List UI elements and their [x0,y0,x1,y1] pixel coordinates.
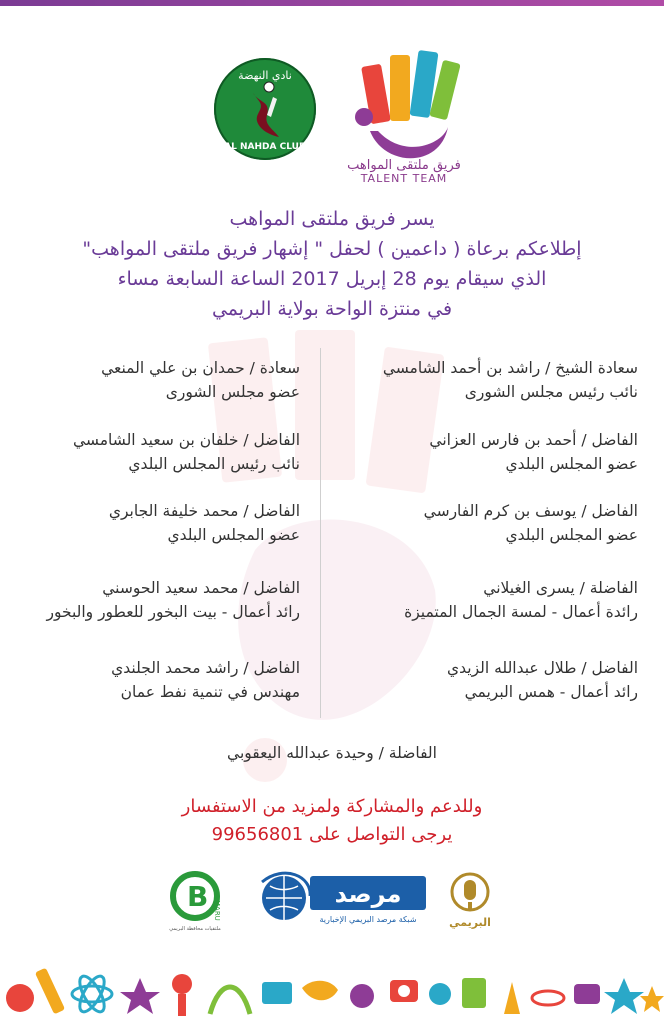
star-icon [120,978,160,1014]
sponsor-role: عضو المجلس البلدي [505,526,638,544]
clapper-icon [262,982,292,1004]
sponsor-name: الفاضل / يوسف بن كرم الفارسي [423,502,638,520]
palette-icon [350,984,374,1008]
nahda-ar-text: نادي النهضة [238,69,292,82]
sponsor-left-2 [10,428,300,476]
imaru-sub: ملتقيات محافظة البريمي [169,926,221,932]
sponsor-role: رائد أعمال - بيت البخور للعطور والبخور [46,603,300,621]
sponsor-left-4 [10,576,300,624]
book-icon [462,978,486,1008]
sponsor-role: رائد أعمال - همس البريمي [464,683,638,701]
intro-line-2: إطلاعكم برعاة ( داعمين ) لحفل " إشهار فريق ملتقى المواهب" [82,238,582,260]
microphone-icon [172,974,192,994]
marsad-sub: شبكة مرصد البريمي الإخبارية [319,915,417,924]
sponsor-role: عضو مجلس الشورى [165,383,300,401]
intro-line-4: في منتزة الواحة بولاية البريمي [211,298,453,320]
imaru-text: I'MARU [213,896,221,921]
camera-icon-2 [574,984,600,1004]
dress-form-icon [6,984,34,1012]
talent-team-english: TALENT TEAM [360,172,448,185]
svg-text:B: B [187,880,209,913]
buraimi-text: البريمي [449,916,491,929]
pencil-icon [35,968,65,1015]
flask-icon [504,982,520,1014]
atom-icon [72,986,112,1002]
talent-team-arabic: فريق ملتقى المواهب [347,158,461,173]
sponsor-right-3 [348,499,638,547]
sponsor-name: الفاضل / محمد خليفة الجابري [108,502,300,520]
sponsor-left-3 [10,499,300,547]
star-icon-2 [604,978,644,1014]
column-divider [320,348,321,718]
contact-text [60,793,604,849]
sponsor-role: عضو المجلس البلدي [167,526,300,544]
intro-line-1: يسر فريق ملتقى المواهب [229,208,435,230]
sponsor-name: الفاضل / خلفان بن سعيد الشامسي [72,431,300,449]
sponsor-right-4 [348,576,638,624]
sponsor-role: نائب رئيس المجلس البلدي [128,455,300,473]
sponsor-name: سعادة الشيخ / راشد بن أحمد الشامسي [382,359,638,377]
sponsor-role: عضو المجلس البلدي [505,455,638,473]
sponsor-right-1 [348,356,638,404]
marsad-text: مرصد [334,880,402,908]
doodle-border [0,938,664,1024]
sponsor-role: رائدة أعمال - لمسة الجمال المتميزة [404,603,638,621]
intro-line-3: الذي سيقام يوم 28 إبريل 2017 الساعة السابعة مساء [117,268,547,290]
al-nahda-club-logo [213,57,317,161]
sponsor-name: الفاضل / أحمد بن فارس العزاني [429,431,638,449]
contact-line-1: وللدعم والمشاركة ولمزيد من الاستفسار [181,796,483,817]
star-icon-3 [640,986,664,1012]
buraimi-logo [440,868,500,934]
sponsor-single: الفاضلة / وحيدة عبدالله اليعقوبي [227,744,437,762]
imaru-logo [165,868,237,934]
nahda-en-text: AL NAHDA CLUB [224,142,306,152]
sponsor-left-1 [10,356,300,404]
orbit-icon [532,991,564,1005]
contact-line-2: يرجى التواصل على 99656801 [211,824,453,845]
sponsor-name: الفاضل / راشد محمد الجلندي [111,659,300,677]
sponsor-role: مهندس في تنمية نفط عمان [120,683,300,701]
marsad-logo [254,866,434,926]
sponsor-right-5 [348,656,638,704]
mask-icon [302,981,338,1001]
top-purple-rule [0,0,664,6]
gear-icon [429,983,451,1005]
sponsor-left-5 [10,656,300,704]
sponsor-role: نائب رئيس مجلس الشورى [464,383,638,401]
sponsor-name: الفاضل / محمد سعيد الحوسني [102,579,300,597]
sponsor-name: سعادة / حمدان بن علي المنعي [101,359,300,377]
dna-icon [210,987,250,1014]
sponsor-name: الفاضلة / يسرى الغيلاني [483,579,638,597]
sponsor-right-2 [348,428,638,476]
intro-text [60,204,604,324]
sponsor-name: الفاضل / طلال عبدالله الزيدي [447,659,638,677]
